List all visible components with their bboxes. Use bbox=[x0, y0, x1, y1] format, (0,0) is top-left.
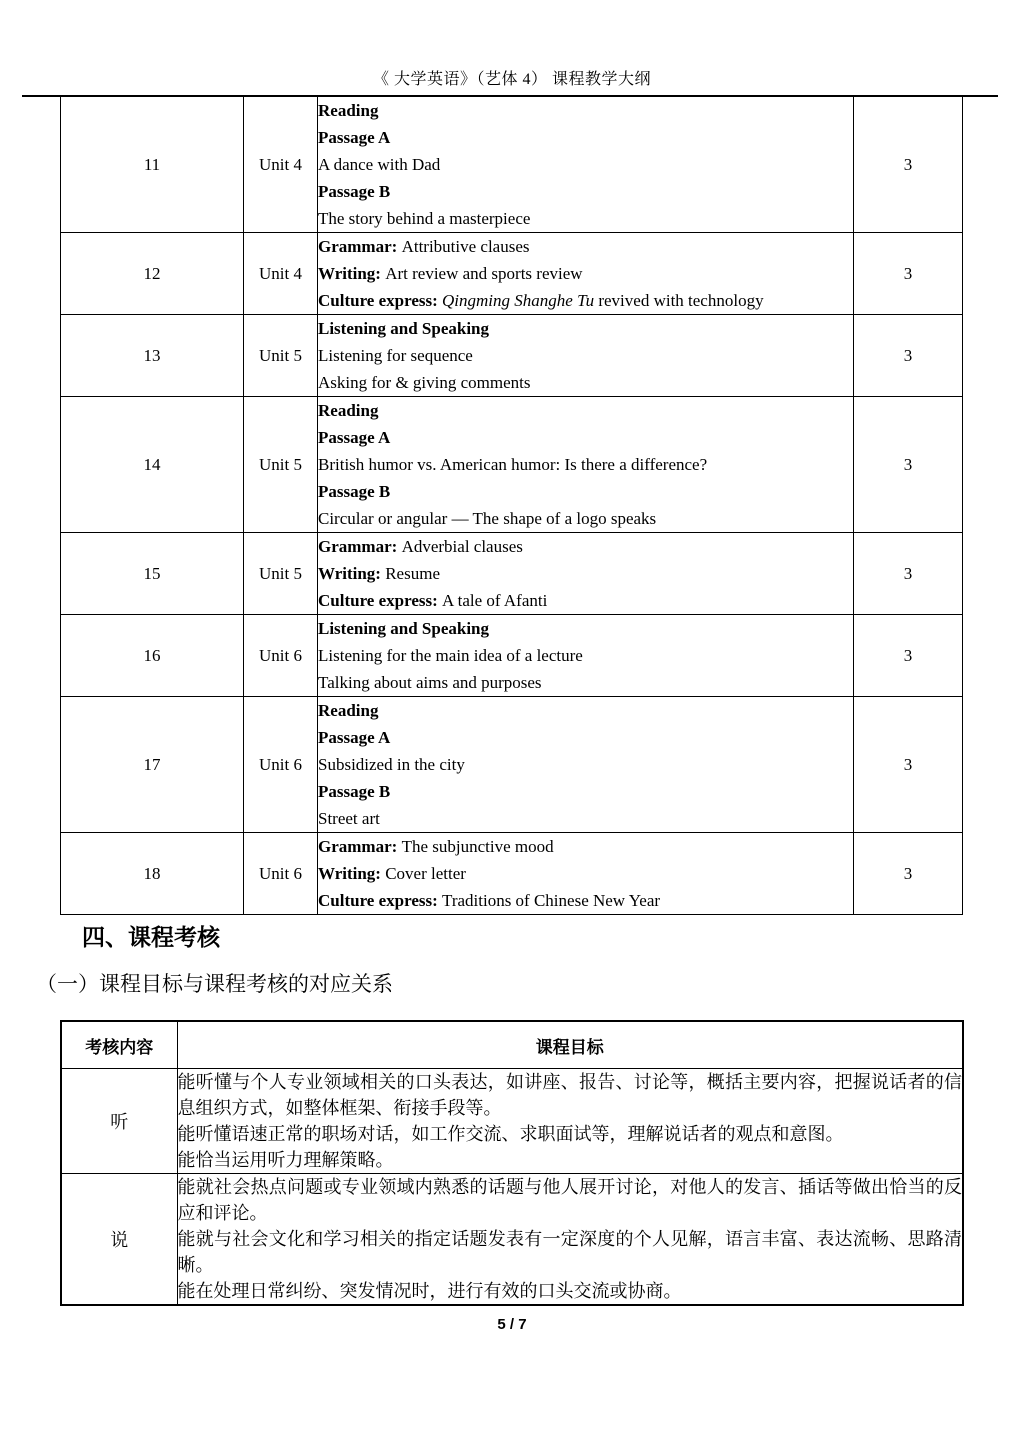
schedule-row bbox=[61, 397, 963, 533]
content-line bbox=[318, 451, 853, 478]
content-line bbox=[318, 178, 853, 205]
content-cell bbox=[318, 833, 854, 915]
section-heading-assessment: 四、课程考核 bbox=[82, 925, 220, 950]
text-segment: Qingming Shanghe Tu bbox=[442, 291, 595, 310]
content-line bbox=[318, 260, 853, 287]
week-cell: 14 bbox=[61, 397, 244, 533]
unit-cell: Unit 4 bbox=[244, 233, 318, 315]
content-line bbox=[318, 615, 853, 642]
assessment-header-target: 课程目标 bbox=[177, 1021, 963, 1069]
content-line bbox=[318, 751, 853, 778]
content-cell bbox=[318, 533, 854, 615]
assessment-paragraph: 能听懂与个人专业领域相关的口头表达，如讲座、报告、讨论等，概括主要内容，把握说话者的信息组织方式，如整体框架、衔接手段等。 bbox=[177, 1072, 962, 1118]
text-segment: Writing: bbox=[318, 264, 386, 283]
assessment-paragraph: 能听懂语速正常的职场对话，如工作交流、求职面试等，理解说话者的观点和意图。 bbox=[177, 1124, 844, 1144]
hours-cell: 3 bbox=[854, 615, 963, 697]
content-line bbox=[318, 697, 853, 724]
unit-cell: Unit 6 bbox=[244, 697, 318, 833]
text-segment: Passage B bbox=[318, 782, 391, 801]
content-cell bbox=[318, 233, 854, 315]
assessment-paragraph: 能恰当运用听力理解策略。 bbox=[177, 1150, 394, 1170]
content-cell bbox=[318, 315, 854, 397]
unit-cell: Unit 5 bbox=[244, 533, 318, 615]
content-line bbox=[318, 151, 853, 178]
assessment-label-cell: 说 bbox=[61, 1174, 177, 1306]
text-segment: Talking about aims and purposes bbox=[318, 673, 542, 692]
content-line bbox=[318, 833, 853, 860]
schedule-table bbox=[60, 96, 963, 915]
text-segment: Passage B bbox=[318, 182, 391, 201]
hours-cell: 3 bbox=[854, 233, 963, 315]
unit-cell: Unit 6 bbox=[244, 615, 318, 697]
text-segment: Listening for the main idea of a lecture bbox=[318, 646, 583, 665]
text-segment: Adverbial clauses bbox=[401, 537, 523, 556]
content-line bbox=[318, 124, 853, 151]
schedule-row bbox=[61, 315, 963, 397]
text-segment: Culture express: bbox=[318, 291, 443, 310]
text-segment: Grammar: bbox=[318, 537, 402, 556]
text-segment: A tale of Afanti bbox=[442, 591, 548, 610]
text-segment: Writing: bbox=[318, 864, 386, 883]
schedule-row bbox=[61, 97, 963, 233]
content-line bbox=[318, 560, 853, 587]
assessment-paragraph: 能在处理日常纠纷、突发情况时，进行有效的口头交流或协商。 bbox=[177, 1281, 682, 1301]
content-line bbox=[318, 205, 853, 232]
hours-cell: 3 bbox=[854, 397, 963, 533]
text-segment: Traditions of Chinese New Year bbox=[442, 891, 661, 910]
text-segment: Cover letter bbox=[385, 864, 466, 883]
content-line bbox=[318, 424, 853, 451]
assessment-header-row bbox=[61, 1021, 963, 1069]
week-cell: 15 bbox=[61, 533, 244, 615]
assessment-paragraph: 能就与社会文化和学习相关的指定话题发表有一定深度的个人见解，语言丰富、表达流畅、思路清晰。 bbox=[177, 1229, 962, 1275]
hours-cell: 3 bbox=[854, 533, 963, 615]
hours-cell: 3 bbox=[854, 697, 963, 833]
text-segment: Reading bbox=[318, 701, 379, 720]
content-line bbox=[318, 887, 853, 914]
unit-cell: Unit 6 bbox=[244, 833, 318, 915]
assessment-label-cell: 听 bbox=[61, 1069, 177, 1174]
content-cell bbox=[318, 697, 854, 833]
hours-cell: 3 bbox=[854, 315, 963, 397]
text-segment: Attributive clauses bbox=[401, 237, 530, 256]
schedule-row bbox=[61, 533, 963, 615]
text-segment: Culture express: bbox=[318, 591, 443, 610]
text-segment: Street art bbox=[318, 809, 380, 828]
content-line bbox=[318, 369, 853, 396]
text-segment: Grammar: bbox=[318, 837, 402, 856]
text-segment: Reading bbox=[318, 101, 379, 120]
content-line bbox=[318, 287, 853, 314]
text-segment: Listening and Speaking bbox=[318, 319, 490, 338]
text-segment: Listening for sequence bbox=[318, 346, 473, 365]
text-segment: The story behind a masterpiece bbox=[318, 209, 531, 228]
content-cell bbox=[318, 97, 854, 233]
text-segment: Subsidized in the city bbox=[318, 755, 465, 774]
content-line bbox=[318, 315, 853, 342]
content-cell bbox=[318, 615, 854, 697]
text-segment: The subjunctive mood bbox=[401, 837, 554, 856]
hours-cell: 3 bbox=[854, 97, 963, 233]
text-segment: Reading bbox=[318, 401, 379, 420]
content-line bbox=[318, 805, 853, 832]
content-cell bbox=[318, 397, 854, 533]
week-cell: 12 bbox=[61, 233, 244, 315]
text-segment: Circular or angular — The shape of a logo speaks bbox=[318, 509, 657, 528]
content-line bbox=[318, 587, 853, 614]
text-segment: Passage B bbox=[318, 482, 391, 501]
schedule-row bbox=[61, 697, 963, 833]
text-segment: Passage A bbox=[318, 728, 391, 747]
schedule-row bbox=[61, 233, 963, 315]
assessment-row bbox=[61, 1174, 963, 1306]
assessment-paragraph: 能就社会热点问题或专业领域内熟悉的话题与他人展开讨论，对他人的发言、插话等做出恰当的反应和评论。 bbox=[177, 1177, 962, 1223]
assessment-header-content: 考核内容 bbox=[61, 1021, 177, 1069]
text-segment: Art review and sports review bbox=[385, 264, 583, 283]
unit-cell: Unit 4 bbox=[244, 97, 318, 233]
assessment-target-cell bbox=[177, 1069, 963, 1174]
text-segment: Writing: bbox=[318, 564, 386, 583]
content-line bbox=[318, 778, 853, 805]
content-line bbox=[318, 669, 853, 696]
text-segment: Passage A bbox=[318, 128, 391, 147]
content-line bbox=[318, 342, 853, 369]
content-line bbox=[318, 478, 853, 505]
schedule-row bbox=[61, 615, 963, 697]
text-segment: British humor vs. American humor: Is there a difference? bbox=[318, 455, 708, 474]
unit-cell: Unit 5 bbox=[244, 315, 318, 397]
subsection-heading-mapping: （一）课程目标与课程考核的对应关系 bbox=[36, 972, 393, 996]
text-segment: Listening and Speaking bbox=[318, 619, 490, 638]
week-cell: 16 bbox=[61, 615, 244, 697]
assessment-table-body bbox=[61, 1069, 963, 1306]
text-segment: Asking for & giving comments bbox=[318, 373, 531, 392]
assessment-row bbox=[61, 1069, 963, 1174]
page-number: 5 / 7 bbox=[497, 1316, 527, 1333]
content-line bbox=[318, 97, 853, 124]
text-segment: revived with technology bbox=[594, 291, 764, 310]
week-cell: 11 bbox=[61, 97, 244, 233]
text-segment: Culture express: bbox=[318, 891, 443, 910]
assessment-table bbox=[60, 1020, 964, 1306]
text-segment: Resume bbox=[385, 564, 440, 583]
assessment-target-cell bbox=[177, 1174, 963, 1306]
text-segment: Passage A bbox=[318, 428, 391, 447]
content-line bbox=[318, 233, 853, 260]
hours-cell: 3 bbox=[854, 833, 963, 915]
content-line bbox=[318, 642, 853, 669]
week-cell: 13 bbox=[61, 315, 244, 397]
page-title: 《 大学英语》（艺体 4） 课程教学大纲 bbox=[372, 71, 651, 88]
unit-cell: Unit 5 bbox=[244, 397, 318, 533]
content-line bbox=[318, 505, 853, 532]
text-segment: A dance with Dad bbox=[318, 155, 441, 174]
schedule-table-body bbox=[61, 97, 963, 915]
content-line bbox=[318, 533, 853, 560]
content-line bbox=[318, 860, 853, 887]
content-line bbox=[318, 724, 853, 751]
schedule-row bbox=[61, 833, 963, 915]
week-cell: 18 bbox=[61, 833, 244, 915]
week-cell: 17 bbox=[61, 697, 244, 833]
content-line bbox=[318, 397, 853, 424]
text-segment: Grammar: bbox=[318, 237, 402, 256]
